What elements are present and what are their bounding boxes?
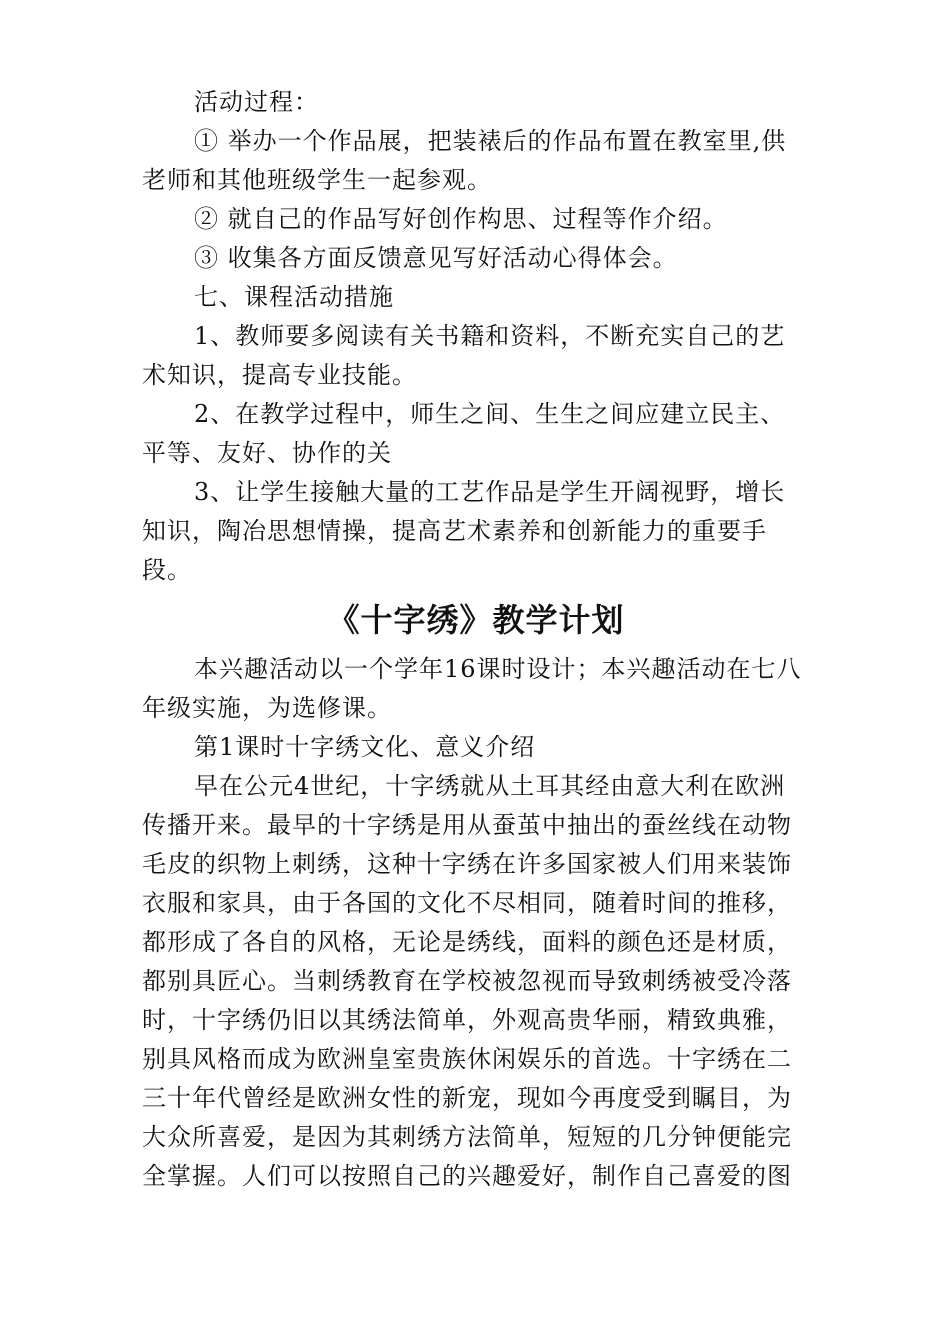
paragraph-course-overview: 本兴趣活动以一个学年16课时设计；本兴趣活动在七八年级实施，为选修课。	[142, 655, 802, 722]
paragraph-lesson-1-heading: 第1课时十字绣文化、意义介绍	[194, 733, 536, 761]
document-body	[142, 83, 810, 1196]
paragraph-measure-2: 2、在教学过程中，师生之间、生生之间应建立民主、平等、友好、协作的关	[142, 400, 786, 467]
paragraph-measure-1: 1、教师要多阅读有关书籍和资料，不断充实自己的艺术知识，提高专业技能。	[142, 322, 786, 389]
paragraph-cross-stitch-history: 早在公元4世纪，十字绣就从土耳其经由意大利在欧洲传播开来。最早的十字绣是用从蚕茧中抽出的蚕丝线在动物毛皮的织物上刺绣，这种十字绣在许多国家被人们用来装饰衣服和家具，由于各国的文化不尽相同，随着时间的推移，都形成了各自的风格，无论是绣线，面料的颜色还是材质，都别具匠心。当刺绣教育在学校被忽视而导致刺绣被受冷落时，十字绣仍旧以其绣法简单，外观高贵华丽，精致典雅，别具风格而成为欧洲皇室贵族休闲娱乐的首选。十字绣在二三十年代曾经是欧洲女性的新宠，现如今再度受到瞩目，为大众所喜爱，是因为其刺绣方法简单，短短的几分钟便能完全掌握。人们可以按照自己的兴趣爱好，制作自己喜爱的图	[142, 772, 792, 1190]
paragraph-activity-step-1: ① 举办一个作品展，把装裱后的作品布置在教室里,供老师和其他班级学生一起参观。	[142, 127, 787, 194]
paragraph-activity-step-3: ③ 收集各方面反馈意见写好活动心得体会。	[194, 244, 678, 272]
section-heading-course-measures: 七、课程活动措施	[194, 283, 394, 311]
paragraph-measure-3: 3、让学生接触大量的工艺作品是学生开阔视野，增长知识，陶冶思想情操，提高艺术素养和创新能力的重要手段。	[142, 478, 786, 584]
document-title: 《十字绣》教学计划	[327, 601, 625, 639]
paragraph-activity-process-heading: 活动过程：	[194, 88, 319, 116]
paragraph-activity-step-2: ② 就自己的作品写好创作构思、过程等作介绍。	[194, 205, 728, 233]
